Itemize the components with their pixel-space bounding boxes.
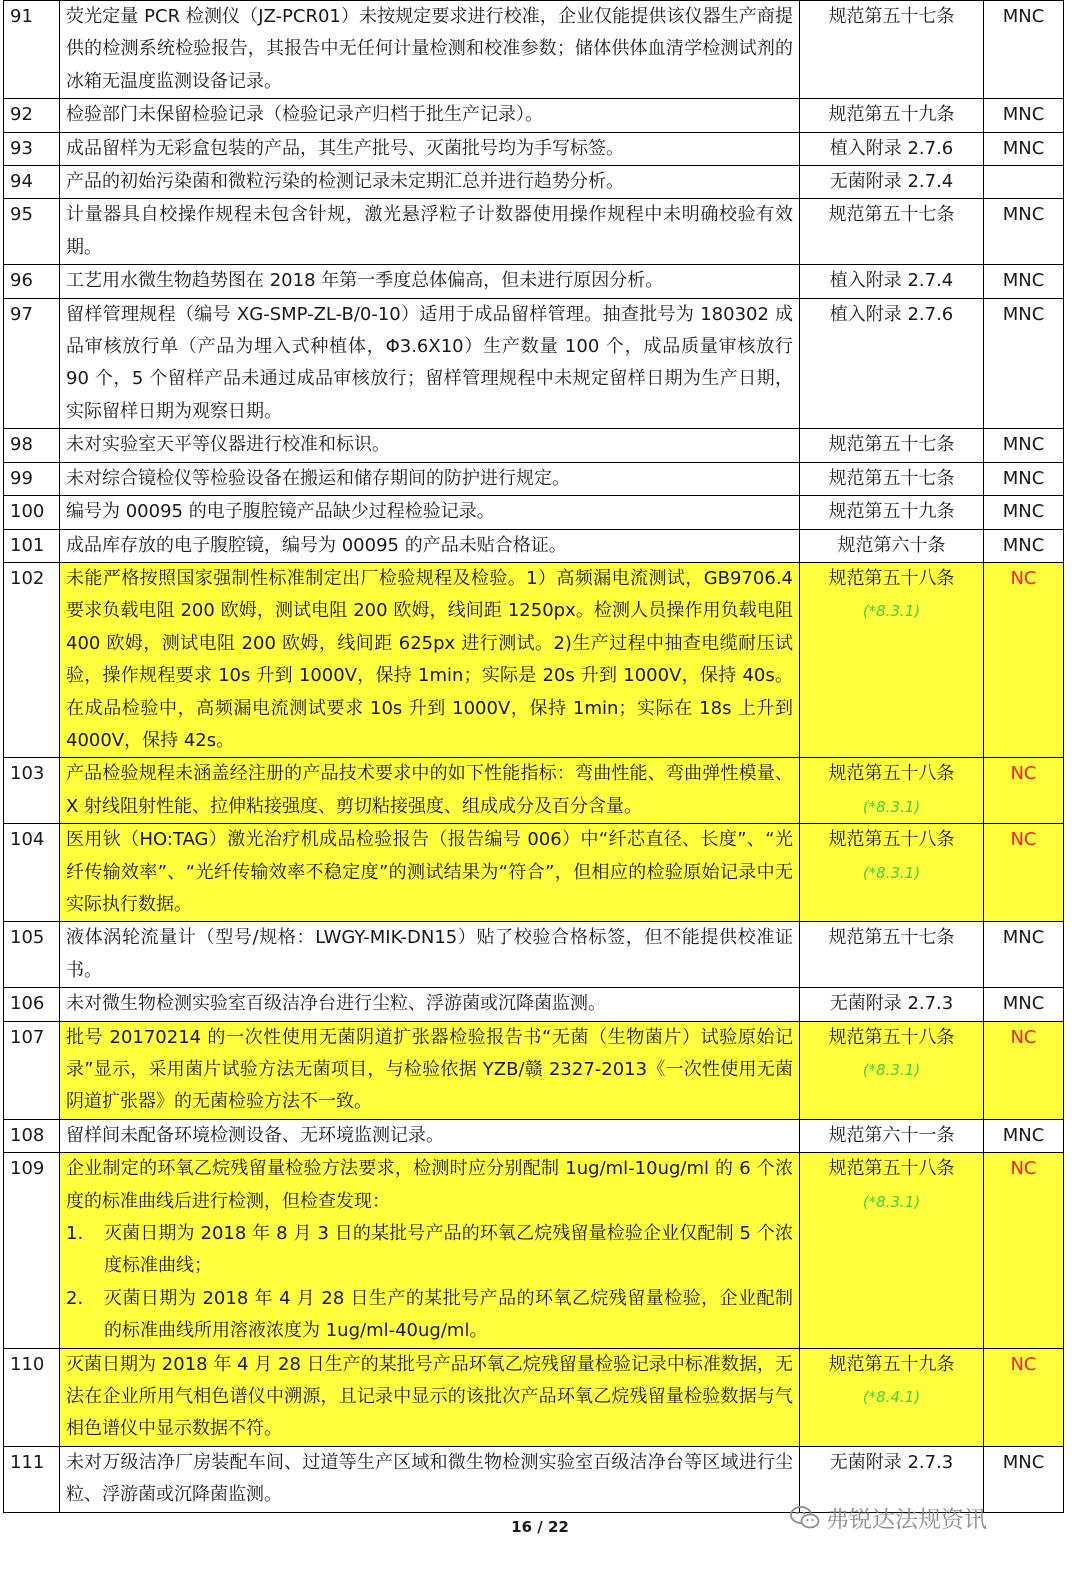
table-row	[4, 988, 1064, 1021]
clause-ref: 规范第五十八条	[828, 829, 955, 851]
clause-cell	[800, 298, 984, 429]
row-number: 109	[4, 1153, 60, 1348]
table-row	[4, 132, 1064, 165]
clause-ref: 规范第五十九条	[828, 501, 955, 523]
row-number: 92	[4, 99, 60, 132]
grade-badge: MNC	[984, 99, 1064, 132]
row-number: 110	[4, 1348, 60, 1446]
table-row	[4, 1021, 1064, 1119]
row-number: 100	[4, 496, 60, 529]
clause-subref: (*8.3.1)	[862, 1192, 921, 1211]
table-row	[4, 496, 1064, 529]
clause-cell	[800, 1153, 984, 1348]
clause-subref: (*8.3.1)	[862, 1061, 921, 1079]
clause-ref: 规范第五十八条	[828, 763, 955, 785]
finding-text: 未对万级洁净厂房装配车间、过道等生产区域和微生物检测实验室百级洁净台等区域进行尘粒、浮游菌或沉降菌监测。	[60, 1446, 800, 1512]
clause-cell	[800, 462, 984, 495]
row-number: 107	[4, 1021, 60, 1119]
row-number: 108	[4, 1119, 60, 1152]
row-number: 94	[4, 166, 60, 199]
finding-text: 计量器具自校操作规程未包含针规，激光悬浮粒子计数器使用操作规程中未明确校验有效期。	[60, 199, 800, 265]
list-item-text: 灭菌日期为 2018 年 8 月 3 日的某批号产品的环氧乙烷残留量检验企业仅配制 5 个浓度标准曲线；	[104, 1223, 793, 1277]
grade-badge: MNC	[984, 988, 1064, 1021]
clause-subref: (*8.3.1)	[862, 797, 921, 816]
table-row	[4, 562, 1064, 757]
clause-cell	[800, 1, 984, 99]
finding-text: 检验部门未保留检验记录（检验记录产归档于批生产记录）。	[60, 99, 800, 132]
row-number: 97	[4, 298, 60, 429]
list-item	[66, 1283, 793, 1348]
clause-ref: 规范第五十九条	[828, 104, 955, 126]
row-number: 105	[4, 922, 60, 988]
grade-badge: MNC	[984, 529, 1064, 562]
grade-badge: NC	[984, 1348, 1064, 1446]
clause-cell	[800, 562, 984, 757]
table-row	[4, 922, 1064, 988]
grade-badge: MNC	[984, 1119, 1064, 1152]
table-row	[4, 298, 1064, 429]
table-row	[4, 429, 1064, 462]
row-number: 104	[4, 824, 60, 922]
table-row	[4, 166, 1064, 199]
clause-ref: 规范第六十一条	[828, 1124, 955, 1146]
findings-table	[3, 0, 1064, 1513]
finding-text: 未对综合镜检仪等检验设备在搬运和储存期间的防护进行规定。	[60, 462, 800, 495]
clause-ref: 规范第五十九条	[828, 1353, 955, 1375]
clause-cell	[800, 1021, 984, 1119]
clause-ref: 植入附录 2.7.6	[829, 303, 954, 325]
wechat-icon	[790, 1505, 820, 1531]
clause-ref: 规范第五十七条	[828, 6, 955, 27]
finding-text: 批号 20170214 的一次性使用无菌阴道扩张器检验报告书“无菌（生物菌片）试验原始记录”显示，采用菌片试验方法无菌项目，与检验依据 YZB/赣 2327-2013《一次性使用无菌阴道扩张器》的无菌检验方法不一致。	[60, 1021, 800, 1119]
grade-badge: MNC	[984, 462, 1064, 495]
clause-ref: 无菌附录 2.7.3	[829, 993, 954, 1015]
row-number: 106	[4, 988, 60, 1021]
finding-text: 编号为 00095 的电子腹腔镜产品缺少过程检验记录。	[60, 496, 800, 529]
finding-intro: 企业制定的环氧乙烷残留量检验方法要求，检测时应分别配制 1ug/ml-10ug/ml 的 6 个浓度的标准曲线后进行检测，但检查发现：	[66, 1158, 793, 1212]
list-item-number: 1.	[66, 1223, 84, 1245]
table-row	[4, 199, 1064, 265]
list-item	[66, 1218, 793, 1283]
clause-cell	[800, 1348, 984, 1446]
clause-cell	[800, 199, 984, 265]
clause-cell	[800, 429, 984, 462]
clause-ref: 规范第六十条	[837, 534, 946, 556]
table-row	[4, 529, 1064, 562]
finding-text: 未对实验室天平等仪器进行校准和标识。	[60, 429, 800, 462]
clause-cell	[800, 99, 984, 132]
table-row	[4, 99, 1064, 132]
grade-badge: MNC	[984, 1446, 1064, 1512]
grade-badge: MNC	[984, 199, 1064, 265]
clause-ref: 无菌附录 2.7.3	[829, 1451, 954, 1473]
watermark	[790, 1501, 987, 1534]
grade-badge: MNC	[984, 132, 1064, 165]
row-number: 96	[4, 265, 60, 298]
clause-cell	[800, 166, 984, 199]
table-row	[4, 1348, 1064, 1446]
clause-cell	[800, 132, 984, 165]
finding-text: 留样管理规程（编号 XG-SMP-ZL-B/0-10）适用于成品留样管理。抽查批号为 180302 成品审核放行单（产品为埋入式种植体，Φ3.6X10）生产数量 100 个，成品质量审核放行 90 个，5 个留样产品未通过成品审核放行；留样管理规程中未规定留样日期为生产日期，实际留样日期为观察日期。	[60, 298, 800, 429]
grade-badge: MNC	[984, 922, 1064, 988]
grade-badge: MNC	[984, 1, 1064, 99]
clause-cell	[800, 1119, 984, 1152]
grade-badge: MNC	[984, 496, 1064, 529]
clause-ref: 规范第五十八条	[828, 567, 955, 589]
clause-ref: 无菌附录 2.7.4	[829, 171, 954, 193]
row-number: 98	[4, 429, 60, 462]
clause-subref: (*8.4.1)	[862, 1388, 921, 1407]
clause-ref: 植入附录 2.7.4	[829, 270, 954, 292]
clause-ref: 规范第五十八条	[828, 1026, 955, 1048]
table-row	[4, 265, 1064, 298]
finding-text: 产品检验规程未涵盖经注册的产品技术要求中的如下性能指标：弯曲性能、弯曲弹性模量、X 射线阻射性能、拉伸粘接强度、剪切粘接强度、组成成分及百分含量。	[60, 758, 800, 824]
row-number: 93	[4, 132, 60, 165]
finding-text: 灭菌日期为 2018 年 4 月 28 日生产的某批号产品环氧乙烷残留量检验记录中标准数据，无法在企业所用气相色谱仪中溯源，且记录中显示的该批次产品环氧乙烷残留量检验数据与气相色谱仪中显示数据不符。	[60, 1348, 800, 1446]
clause-cell	[800, 265, 984, 298]
clause-ref: 规范第五十八条	[828, 1158, 955, 1180]
clause-subref: (*8.3.1)	[862, 602, 921, 621]
table-row	[4, 758, 1064, 824]
clause-ref: 规范第五十七条	[828, 434, 955, 456]
row-number: 111	[4, 1446, 60, 1512]
grade-badge: NC	[984, 1153, 1064, 1348]
finding-text: 成品库存放的电子腹腔镜，编号为 00095 的产品未贴合格证。	[60, 529, 800, 562]
grade-badge	[984, 166, 1064, 199]
grade-badge: NC	[984, 824, 1064, 922]
table-row	[4, 462, 1064, 495]
clause-ref: 植入附录 2.7.6	[829, 137, 954, 159]
clause-cell	[800, 529, 984, 562]
finding-text: 工艺用水微生物趋势图在 2018 年第一季度总体偏高，但未进行原因分析。	[60, 265, 800, 298]
grade-badge: MNC	[984, 429, 1064, 462]
clause-subref: (*8.3.1)	[862, 863, 921, 882]
grade-badge: NC	[984, 1021, 1064, 1119]
clause-cell	[800, 988, 984, 1021]
row-number: 95	[4, 199, 60, 265]
list-item-number: 2.	[66, 1287, 84, 1309]
row-number: 101	[4, 529, 60, 562]
clause-cell	[800, 758, 984, 824]
finding-text: 产品的初始污染菌和微粒污染的检测记录未定期汇总并进行趋势分析。	[60, 166, 800, 199]
findings-table-body	[4, 1, 1064, 1513]
finding-text: 未对微生物检测实验室百级洁净台进行尘粒、浮游菌或沉降菌监测。	[60, 988, 800, 1021]
finding-text: 医用钬（HO:TAG）激光治疗机成品检验报告（报告编号 006）中“纤芯直径、长度”、“光纤传输效率”、“光纤传输效率不稳定度”的测试结果为“符合”，但相应的检验原始记录中无实际执行数据。	[60, 824, 800, 922]
clause-cell	[800, 496, 984, 529]
table-row	[4, 1153, 1064, 1348]
finding-text: 液体涡轮流量计（型号/规格：LWGY-MIK-DN15）贴了校验合格标签，但不能提供校准证书。	[60, 922, 800, 988]
grade-badge: MNC	[984, 298, 1064, 429]
finding-text: 未能严格按照国家强制性标准制定出厂检验规程及检验。1）高频漏电流测试，GB9706.4 要求负载电阻 200 欧姆，测试电阻 200 欧姆，线间距 1250px。检测人员操作用负载电阻 400 欧姆，测试电阻 200 欧姆，线间距 625px 进行测试。2)生产过程中抽查电缆耐压试验，操作规程要求 10s 升到 1000V，保持 1min；实际是 20s 升到 1000V，保持 40s。在成品检验中，高频漏电流测试要求 10s 升到 1000V，保持 1min；实际在 18s 上升到 4000V，保持 42s。	[60, 562, 800, 757]
finding-text: 荧光定量 PCR 检测仪（JZ-PCR01）未按规定要求进行校准，企业仅能提供该仪器生产商提供的检测系统检验报告，其报告中无任何计量检测和校准参数；储体供体血清学检测试剂的冰箱无温度监测设备记录。	[60, 1, 800, 99]
row-number: 103	[4, 758, 60, 824]
table-row	[4, 1119, 1064, 1152]
grade-badge: MNC	[984, 265, 1064, 298]
page-number: 16 / 22	[511, 1518, 569, 1536]
table-row	[4, 1, 1064, 99]
row-number: 99	[4, 462, 60, 495]
finding-text	[60, 1153, 800, 1348]
clause-ref: 规范第五十七条	[828, 204, 955, 226]
row-number: 91	[4, 1, 60, 99]
table-row	[4, 824, 1064, 922]
finding-text: 成品留样为无彩盒包装的产品，其生产批号、灭菌批号均为手写标签。	[60, 132, 800, 165]
clause-ref: 规范第五十七条	[828, 927, 955, 949]
list-item-text: 灭菌日期为 2018 年 4 月 28 日生产的某批号产品的环氧乙烷残留量检验，企业配制的标准曲线所用溶液浓度为 1ug/ml-40ug/ml。	[104, 1287, 793, 1342]
clause-ref: 规范第五十七条	[828, 467, 955, 489]
clause-cell	[800, 824, 984, 922]
grade-badge: NC	[984, 562, 1064, 757]
watermark-text: 弗锐达法规资讯	[826, 1507, 987, 1533]
row-number: 102	[4, 562, 60, 757]
finding-text: 留样间未配备环境检测设备、无环境监测记录。	[60, 1119, 800, 1152]
clause-cell	[800, 922, 984, 988]
grade-badge: NC	[984, 758, 1064, 824]
